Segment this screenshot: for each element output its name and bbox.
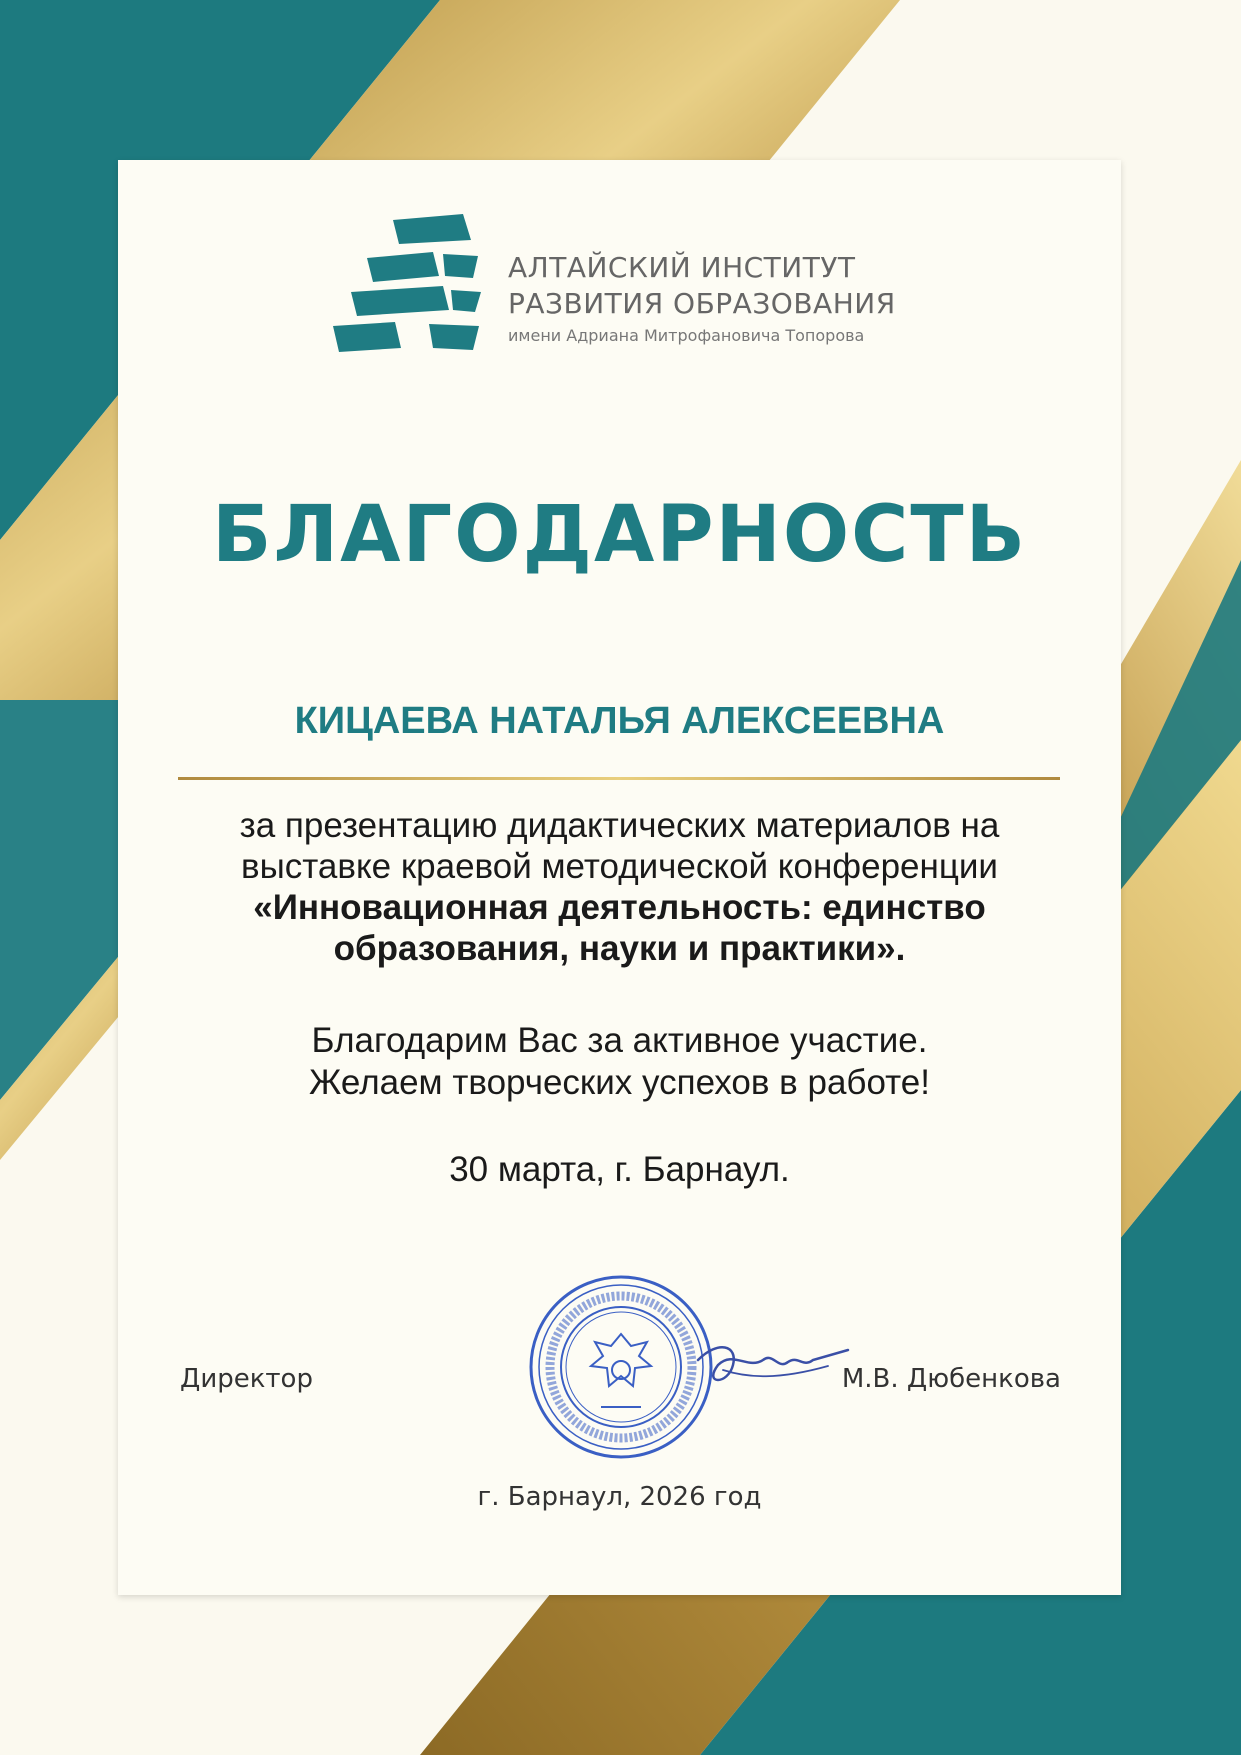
logo-line-1: АЛТАЙСКИЙ ИНСТИТУТ (508, 251, 856, 284)
citation-line-1: за презентацию дидактических материалов на (239, 806, 1000, 845)
certificate-title: БЛАГОДАРНОСТЬ (211, 490, 1028, 580)
date-text: 30 марта, г. Барнаул. (449, 1150, 790, 1189)
director-signature-icon (678, 1330, 858, 1400)
institute-logo-icon (333, 210, 493, 370)
thanks-line-1: Благодарим Вас за активное участие. (311, 1021, 928, 1060)
logo-line-3: имени Адриана Митрофановича Топорова (508, 326, 865, 345)
institute-logo (333, 210, 933, 370)
citation-line-3: «Инновационная деятельность: единство (253, 888, 986, 927)
footer-place-year: г. Барнаул, 2026 год (477, 1482, 762, 1512)
signer-role: Директор (180, 1364, 313, 1394)
citation-line-2: выставке краевой методической конференции (241, 847, 998, 886)
certificate-card (118, 160, 1121, 1595)
recipient-name: КИЦАЕВА НАТАЛЬЯ АЛЕКСЕЕВНА (294, 700, 945, 742)
gold-divider (178, 777, 1060, 780)
institute-logo-text (508, 250, 896, 345)
thanks-text (118, 1020, 1121, 1104)
citation-text (118, 805, 1121, 969)
signer-name: М.В. Дюбенкова (841, 1364, 1061, 1394)
thanks-line-2: Желаем творческих успехов в работе! (309, 1063, 930, 1102)
citation-line-4: образования, науки и практики». (333, 929, 906, 968)
logo-line-2: РАЗВИТИЯ ОБРАЗОВАНИЯ (508, 287, 896, 320)
